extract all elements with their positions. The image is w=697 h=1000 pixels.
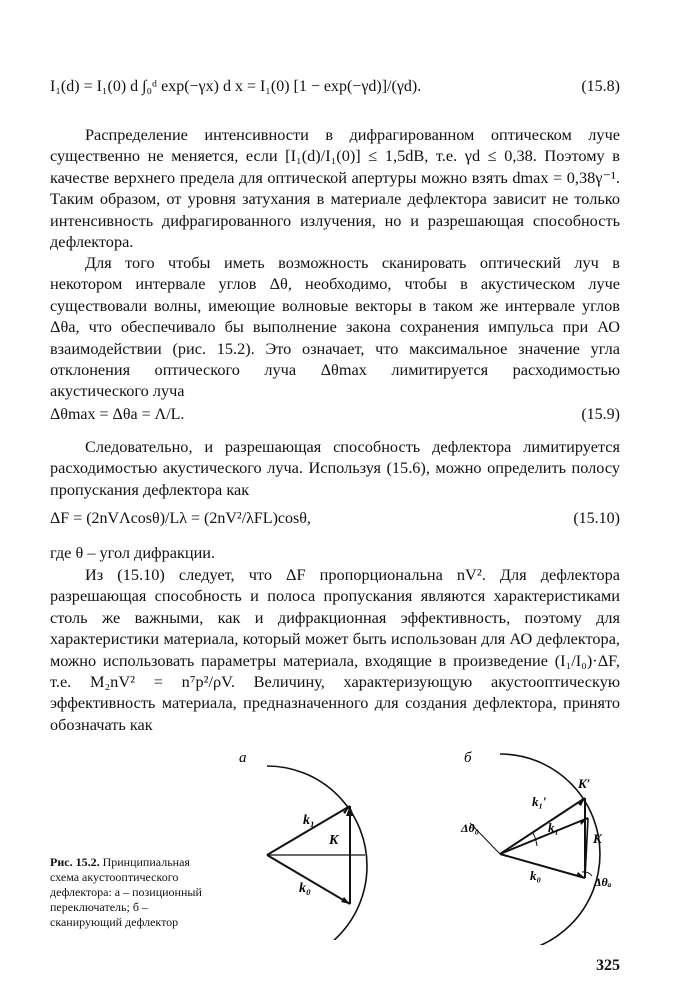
wave-vector-circle xyxy=(267,766,367,940)
equation-number: (15.9) xyxy=(581,406,620,423)
equation-text: I₁(d) = I₁(0) d ∫₀ᵈ exp(−γx) d x = I₁(0) [1 − exp(−γd)]/(γd). xyxy=(50,78,422,95)
figure-panel-b xyxy=(430,740,630,945)
figure-caption xyxy=(50,855,210,930)
paragraph-5: Из (15.10) следует, что ΔF пропорциональна nV². Для дефлектора разрешающая способность и полоса пропускания являются характеристиками столь же важными, как и дифракционная эффективность, поэтому для характеристики материала, который может быть использован для АО дефлектора, можно использовать параметры материала, входящие в произведение (I₁/I₀)·ΔF, т.е. M₂nV² = n⁷p²/ρV. Величину, характеризующую акустооптическую эффективность материала, предназначенного для создания дефлектора, принято обозначать как xyxy=(50,565,620,734)
equation-number: (15.8) xyxy=(581,78,620,95)
panel-a-label: а xyxy=(239,750,247,766)
equation-number: (15.10) xyxy=(573,510,620,527)
label-K: K xyxy=(329,833,339,848)
paragraph-3: Следовательно, и разрешающая способность дефлектора лимитируется расходимостью акустического луча. Используя (15.6), можно определить полосу пропускания дефлектора как xyxy=(50,437,620,499)
equation-15-8 xyxy=(50,78,620,96)
page-number: 325 xyxy=(596,957,620,974)
equation-text: ΔF = (2nVΛcosθ)/Lλ = (2nV²/λFL)cosθ, xyxy=(50,510,311,527)
equation-15-10 xyxy=(50,510,620,528)
angle-arc-thetaa xyxy=(582,872,592,876)
label-k0: k₀ xyxy=(299,881,311,896)
label-k1: k₁ xyxy=(303,813,315,828)
label-k1: k₁ xyxy=(548,820,560,835)
vector-k0 xyxy=(500,854,585,878)
panel-b-label: б xyxy=(464,750,472,766)
caption-text: Принципиальная схема акустооптического дефлектора: а – позиционный переключатель; б – сканирующий дефлектор xyxy=(50,855,202,929)
paragraph-2: Для того чтобы иметь возможность сканировать оптический луч в некотором интервале углов Δθ, необходимо, чтобы в акустическом луче существовали волны, имеющие волновые векторы в таком же интервале углов Δθa, что обеспечивало бы выполнение закона сохранения импульса при АО взаимодействии (рис. 15.2). Это означает, что максимальное значение угла отклонения оптического луча Δθmax лимитируется расходимостью акустического луча xyxy=(50,253,620,401)
label-dtheta0: Δθ₀ xyxy=(461,821,479,835)
equation-15-9 xyxy=(50,406,620,424)
paragraph-1: Распределение интенсивности в дифрагированном оптическом луче существенно не меняется, если [I₁(d)/I₁(0)] ≤ 1,5dB, т.е. γd ≤ 0,38. Поэтому в качестве верхнего предела для оптической апертуры можно взять dmax = 0,38γ⁻¹. Таким образом, от уровня затухания в материале дефлектора зависит не только интенсивность дифрагированного излучения, но и разрешающая способность дефлектора. xyxy=(50,125,620,252)
vector-k0 xyxy=(267,855,350,904)
equation-text: Δθmax = Δθa = Λ/L. xyxy=(50,406,185,423)
label-K-prime: K′ xyxy=(578,776,591,791)
paragraph-4: где θ – угол дифракции. xyxy=(50,543,216,562)
label-dthetaa: Δθₐ xyxy=(594,875,612,889)
figure-panel-a xyxy=(225,740,375,940)
vector-k1 xyxy=(500,818,588,854)
label-k0: k₀ xyxy=(530,868,542,883)
arrow-k0 xyxy=(341,897,350,904)
label-K: K xyxy=(593,831,602,846)
label-k1-prime: k₁′ xyxy=(532,794,547,809)
caption-label: Рис. 15.2. xyxy=(50,855,100,869)
